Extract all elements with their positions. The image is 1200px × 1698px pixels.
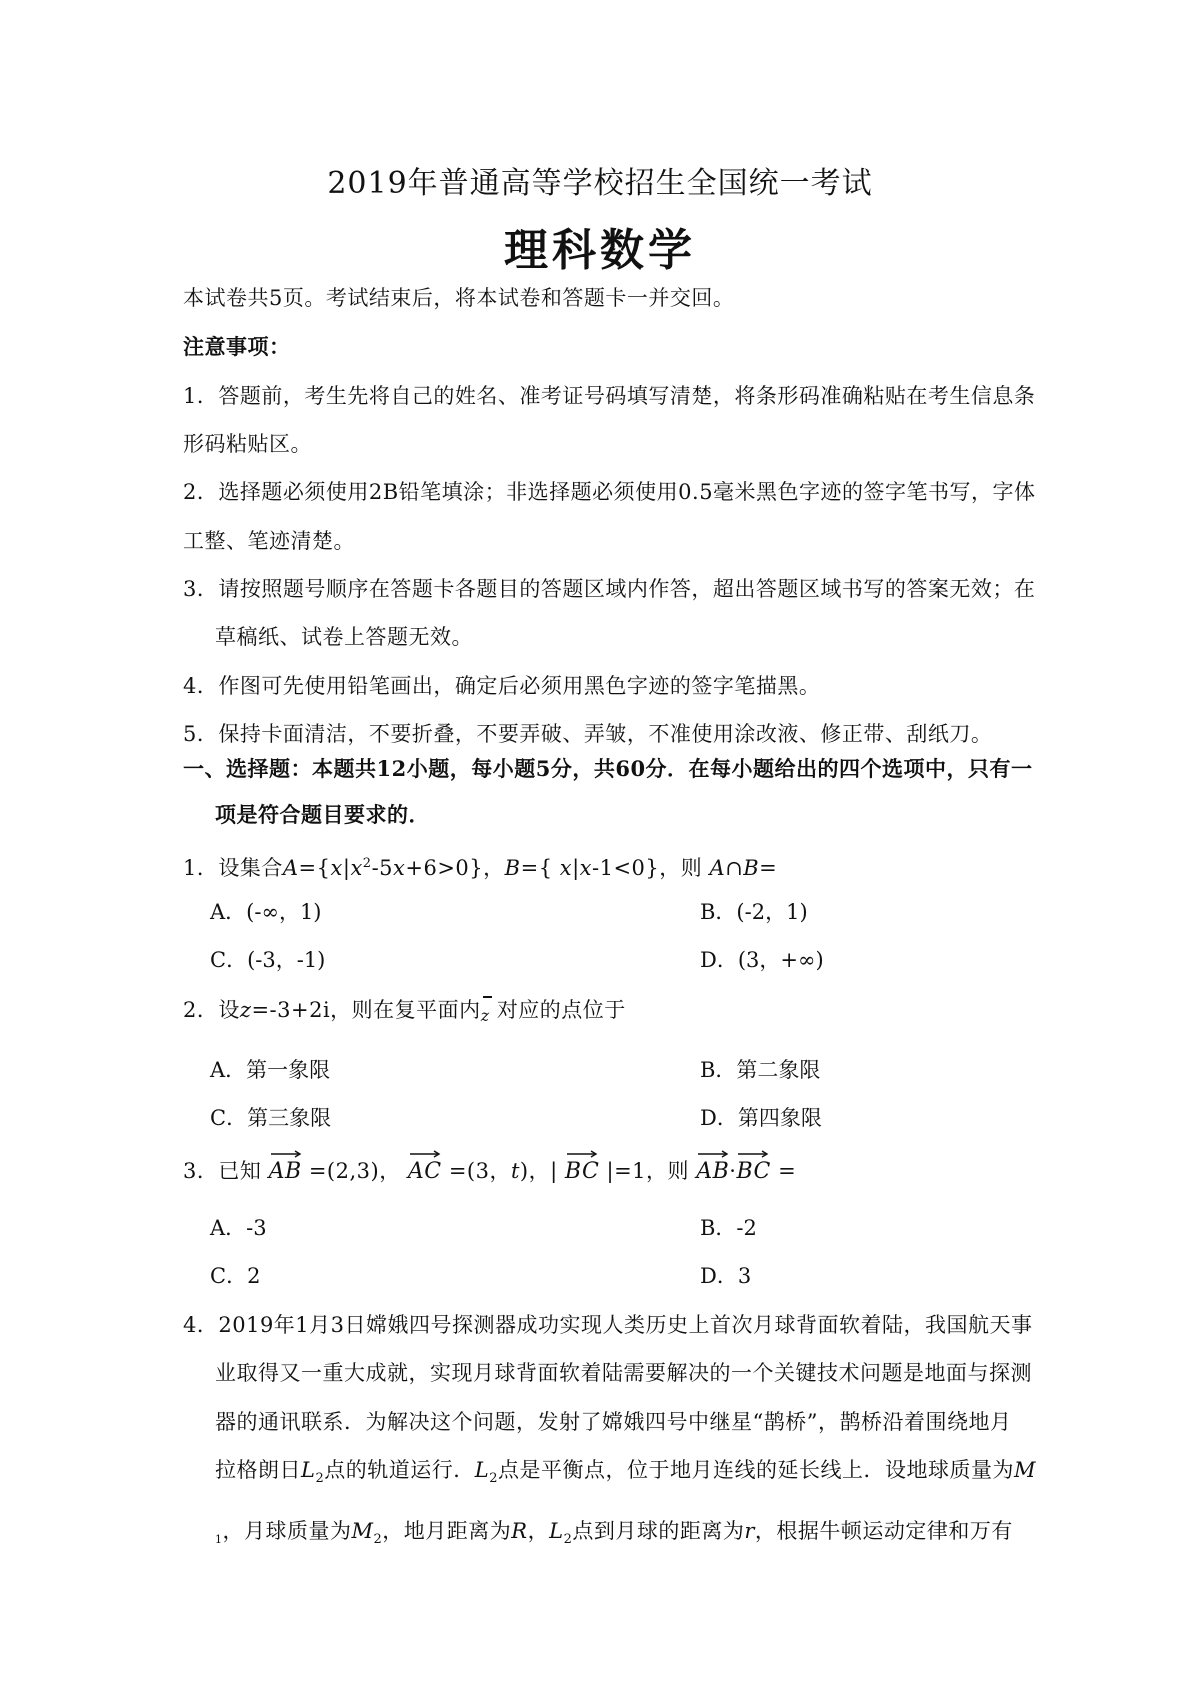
exam-title: 2019年普通高等学校招生全国统一考试: [327, 166, 873, 201]
q2-option-d: D．第四象限: [700, 1106, 822, 1130]
q1-var: A: [709, 856, 726, 880]
q1-var: x: [330, 856, 343, 880]
vector-label: AB: [696, 1159, 730, 1184]
q1-text: ∩: [725, 856, 744, 880]
q1-option-b: B．(-2，1): [700, 900, 808, 924]
q4-var: R: [511, 1519, 528, 1543]
q1-option-d: D．(3，+∞): [700, 948, 824, 972]
q4-text: ，地月距离为: [382, 1519, 512, 1543]
vector-bc: [565, 1154, 599, 1186]
q3-text: =(3，: [448, 1159, 511, 1183]
q1-var: B: [504, 856, 521, 880]
q4-text: 点是平衡点，位于地月连线的延长线上．设地球质量为: [497, 1458, 1014, 1482]
question-4-line: [215, 1456, 1036, 1493]
q1-number: 1．设集合: [183, 856, 283, 880]
q1-exponent: 2: [362, 856, 372, 871]
q1-option-c: C．(-3，-1): [210, 948, 326, 972]
section-heading: 一、选择题：本题共12小题，每小题5分，共60分．在每小题给出的四个选项中，只有一: [183, 756, 1033, 781]
vector-arrow-icon: [408, 1150, 442, 1158]
q1-option-a: A．(-∞，1): [210, 900, 322, 924]
vector-arrow-icon: [269, 1150, 303, 1158]
section-heading-cont: 项是符合题目要求的．: [215, 802, 430, 827]
notice-item: 草稿纸、试卷上答题无效。: [215, 625, 473, 649]
q3-text: )，|: [519, 1159, 558, 1183]
intro-text: 本试卷共5页。考试结束后，将本试卷和答题卡一并交回。: [183, 286, 735, 310]
q3-text: =(2,3)，: [308, 1159, 401, 1183]
q1-text: ={: [298, 856, 331, 880]
q2-var: z: [239, 998, 252, 1022]
q3-option-c: C．2: [210, 1264, 261, 1288]
q4-var: L: [474, 1458, 490, 1482]
q2-text: =-3+2i，则在复平面内: [251, 998, 481, 1022]
q3-text: =: [778, 1159, 797, 1183]
vector-ab: [269, 1154, 302, 1186]
question-2: [183, 996, 626, 1030]
q4-var: M: [1013, 1458, 1036, 1482]
q3-number: 3．已知: [183, 1159, 262, 1183]
vector-bc-2: [736, 1154, 770, 1186]
q4-text: 拉格朗日: [215, 1458, 301, 1482]
q3-text: |=1，则: [606, 1159, 690, 1183]
q1-var: x: [393, 856, 406, 880]
notice-item: 5．保持卡面清洁，不要折叠，不要弄破、弄皱，不准使用涂改液、修正带、刮纸刀。: [183, 722, 993, 746]
q2-option-a: A．第一象限: [210, 1058, 331, 1082]
q1-text: =: [759, 856, 778, 880]
q1-text: ={: [520, 856, 560, 880]
q4-var: r: [744, 1519, 755, 1543]
vector-label: AC: [407, 1159, 442, 1184]
q3-var: t: [510, 1159, 520, 1183]
vector-arrow-icon: [696, 1150, 730, 1158]
q1-var: A: [282, 856, 299, 880]
q4-text: ，根据牛顿运动定律和万有: [754, 1519, 1013, 1543]
q1-text: -1<0}，则: [592, 856, 710, 880]
q4-var: L: [301, 1458, 316, 1482]
q4-subscript: 1: [215, 1533, 223, 1547]
q2-conjugate: [481, 996, 490, 1030]
q4-text: ，: [527, 1519, 550, 1543]
notice-item: 4．作图可先使用铅笔画出，确定后必须用黑色字迹的签字笔描黑。: [183, 674, 821, 698]
q3-option-b: B．-2: [700, 1216, 757, 1240]
q1-text: +6>0}，: [405, 856, 505, 880]
q4-var: M: [351, 1519, 374, 1543]
q4-text: 点到月球的距离为: [572, 1519, 745, 1543]
question-4-line: [215, 1517, 1013, 1554]
q4-subscript: 2: [563, 1532, 573, 1548]
q1-var: B: [743, 856, 760, 880]
notice-item: 形码粘贴区。: [183, 432, 312, 456]
question-3: [183, 1154, 796, 1186]
q1-text: |: [342, 856, 351, 880]
q4-subscript: 2: [315, 1471, 325, 1487]
question-1: [183, 850, 777, 882]
q1-var: x: [350, 856, 363, 880]
q4-subscript: 2: [489, 1471, 498, 1487]
q2-text: 对应的点位于: [496, 998, 626, 1022]
q2-var: z: [480, 1006, 490, 1025]
vector-ab-2: [696, 1154, 729, 1186]
q2-option-b: B．第二象限: [700, 1058, 821, 1082]
q1-var: x: [559, 856, 573, 880]
q2-option-c: C．第三象限: [210, 1106, 332, 1130]
overline-mark: [483, 996, 492, 998]
vector-ac: [408, 1154, 442, 1186]
q3-text: ·: [729, 1159, 737, 1183]
notice-item: 1．答题前，考生先将自己的姓名、准考证号码填写清楚，将条形码准确粘贴在考生信息条: [183, 384, 1036, 408]
notice-item: 3．请按照题号顺序在答题卡各题目的答题区域内作答，超出答题区域书写的答案无效；在: [183, 577, 1036, 601]
q1-text: |: [572, 856, 580, 880]
q2-number: 2．设: [183, 998, 240, 1022]
q4-text: 点的轨道运行．: [324, 1458, 475, 1482]
vector-arrow-icon: [565, 1150, 599, 1158]
q3-option-a: A．-3: [210, 1216, 267, 1240]
subject-title: 理科数学: [504, 225, 696, 276]
notice-heading: 注意事项：: [183, 334, 291, 359]
q3-option-d: D．3: [700, 1264, 752, 1288]
q4-text: ，月球质量为: [222, 1519, 352, 1543]
q1-var: x: [579, 856, 592, 880]
q4-subscript: 2: [373, 1532, 383, 1548]
notice-item: 2．选择题必须使用2B铅笔填涂；非选择题必须使用0.5毫米黑色字迹的签字笔书写，字体: [183, 480, 1036, 504]
question-4-line: 4．2019年1月3日嫦娥四号探测器成功实现人类历史上首次月球背面软着陆，我国航天事: [183, 1313, 1033, 1337]
q1-text: -5: [371, 856, 394, 880]
vector-arrow-icon: [736, 1150, 770, 1158]
question-4-line: 器的通讯联系．为解决这个问题，发射了嫦娥四号中继星“鹊桥”，鹊桥沿着围绕地月: [215, 1410, 1012, 1434]
q4-var: L: [549, 1519, 564, 1543]
question-4-line: 业取得又一重大成就，实现月球背面软着陆需要解决的一个关键技术问题是地面与探测: [215, 1361, 1032, 1385]
vector-label: BC: [564, 1159, 600, 1184]
notice-item: 工整、笔迹清楚。: [183, 529, 355, 553]
vector-label: AB: [268, 1159, 302, 1184]
vector-label: BC: [736, 1159, 771, 1184]
